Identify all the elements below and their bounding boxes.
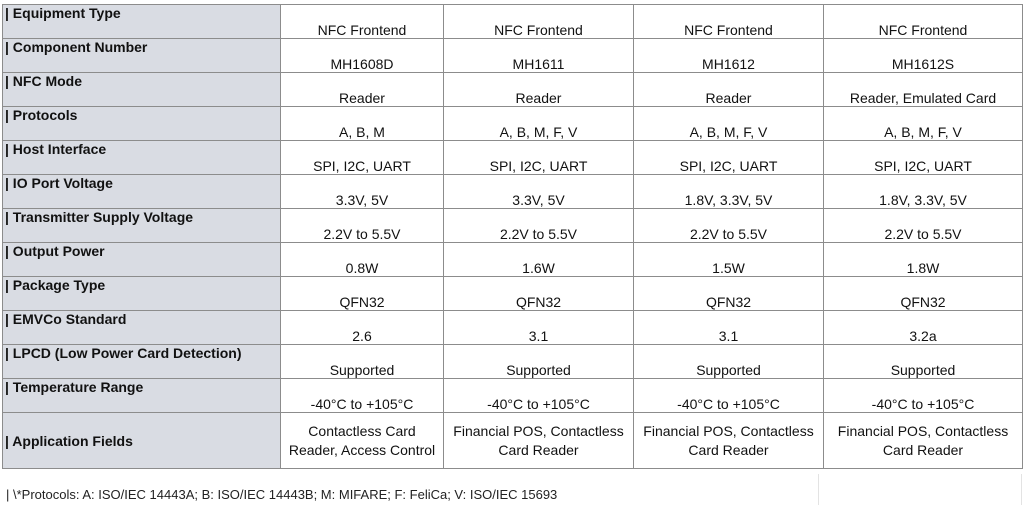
table-cell: SPI, I2C, UART [281,141,444,175]
row-label: | LPCD (Low Power Card Detection) [3,345,281,379]
row-label: | Protocols [3,107,281,141]
table-cell: 1.6W [444,243,634,277]
protocols-footnote: | \*Protocols: A: ISO/IEC 14443A; B: ISO/IEC 14443B; M: MIFARE; F: FeliCa; V: ISO/IEC 15693 [6,487,558,502]
table-cell: NFC Frontend [634,5,824,39]
table-cell: A, B, M [281,107,444,141]
table-cell: Reader, Emulated Card [824,73,1023,107]
table-cell: 1.5W [634,243,824,277]
table-cell: QFN32 [824,277,1023,311]
table-cell: QFN32 [634,277,824,311]
table-cell: -40°C to +105°C [444,379,634,413]
spec-table [2,4,1023,469]
table-cell: Financial POS, Contactless Card Reader [634,413,824,469]
table-cell: NFC Frontend [824,5,1023,39]
row-label: | Component Number [3,39,281,73]
row-label: | Application Fields [3,413,281,469]
table-cell: -40°C to +105°C [634,379,824,413]
table-cell: 3.1 [634,311,824,345]
table-row-host-interface [3,141,1023,175]
table-row-transmitter-supply-voltage [3,209,1023,243]
table-cell: 2.2V to 5.5V [281,209,444,243]
table-cell: SPI, I2C, UART [824,141,1023,175]
table-cell: A, B, M, F, V [824,107,1023,141]
table-row-temperature-range [3,379,1023,413]
table-cell: MH1608D [281,39,444,73]
table-cell: NFC Frontend [444,5,634,39]
table-cell: A, B, M, F, V [444,107,634,141]
table-cell: -40°C to +105°C [281,379,444,413]
table-cell: NFC Frontend [281,5,444,39]
table-cell: 3.3V, 5V [444,175,634,209]
table-cell: 2.6 [281,311,444,345]
table-cell: Reader [444,73,634,107]
table-cell: SPI, I2C, UART [634,141,824,175]
table-cell: Reader [281,73,444,107]
row-label: | IO Port Voltage [3,175,281,209]
table-cell: A, B, M, F, V [634,107,824,141]
table-cell: 1.8W [824,243,1023,277]
table-row-emvco-standard [3,311,1023,345]
table-row-protocols [3,107,1023,141]
table-row-equipment-type [3,5,1023,39]
table-row-output-power [3,243,1023,277]
table-cell: 2.2V to 5.5V [444,209,634,243]
table-row-application-fields [3,413,1023,469]
table-row-package-type [3,277,1023,311]
table-row-io-port-voltage [3,175,1023,209]
table-cell: QFN32 [281,277,444,311]
table-row-nfc-mode [3,73,1023,107]
table-cell: 0.8W [281,243,444,277]
row-label: | Package Type [3,277,281,311]
row-label: | EMVCo Standard [3,311,281,345]
row-label: | Equipment Type [3,5,281,39]
table-row-lpcd [3,345,1023,379]
grid-line [818,474,819,505]
table-cell: 2.2V to 5.5V [634,209,824,243]
row-label: | Host Interface [3,141,281,175]
table-cell: 3.1 [444,311,634,345]
row-label: | Output Power [3,243,281,277]
table-cell: MH1612 [634,39,824,73]
table-cell: 2.2V to 5.5V [824,209,1023,243]
table-cell: Reader [634,73,824,107]
row-label: | NFC Mode [3,73,281,107]
table-cell: SPI, I2C, UART [444,141,634,175]
table-cell: 3.2a [824,311,1023,345]
row-label: | Transmitter Supply Voltage [3,209,281,243]
table-cell: Contactless Card Reader, Access Control [281,413,444,469]
table-cell: 1.8V, 3.3V, 5V [824,175,1023,209]
table-row-component-number [3,39,1023,73]
grid-line [1021,474,1022,505]
table-cell: Financial POS, Contactless Card Reader [444,413,634,469]
table-cell: MH1611 [444,39,634,73]
table-cell: Supported [281,345,444,379]
table-cell: MH1612S [824,39,1023,73]
table-cell: Supported [444,345,634,379]
table-cell: 1.8V, 3.3V, 5V [634,175,824,209]
table-cell: Supported [824,345,1023,379]
table-cell: -40°C to +105°C [824,379,1023,413]
table-cell: 3.3V, 5V [281,175,444,209]
table-cell: QFN32 [444,277,634,311]
table-cell: Financial POS, Contactless Card Reader [824,413,1023,469]
table-cell: Supported [634,345,824,379]
row-label: | Temperature Range [3,379,281,413]
